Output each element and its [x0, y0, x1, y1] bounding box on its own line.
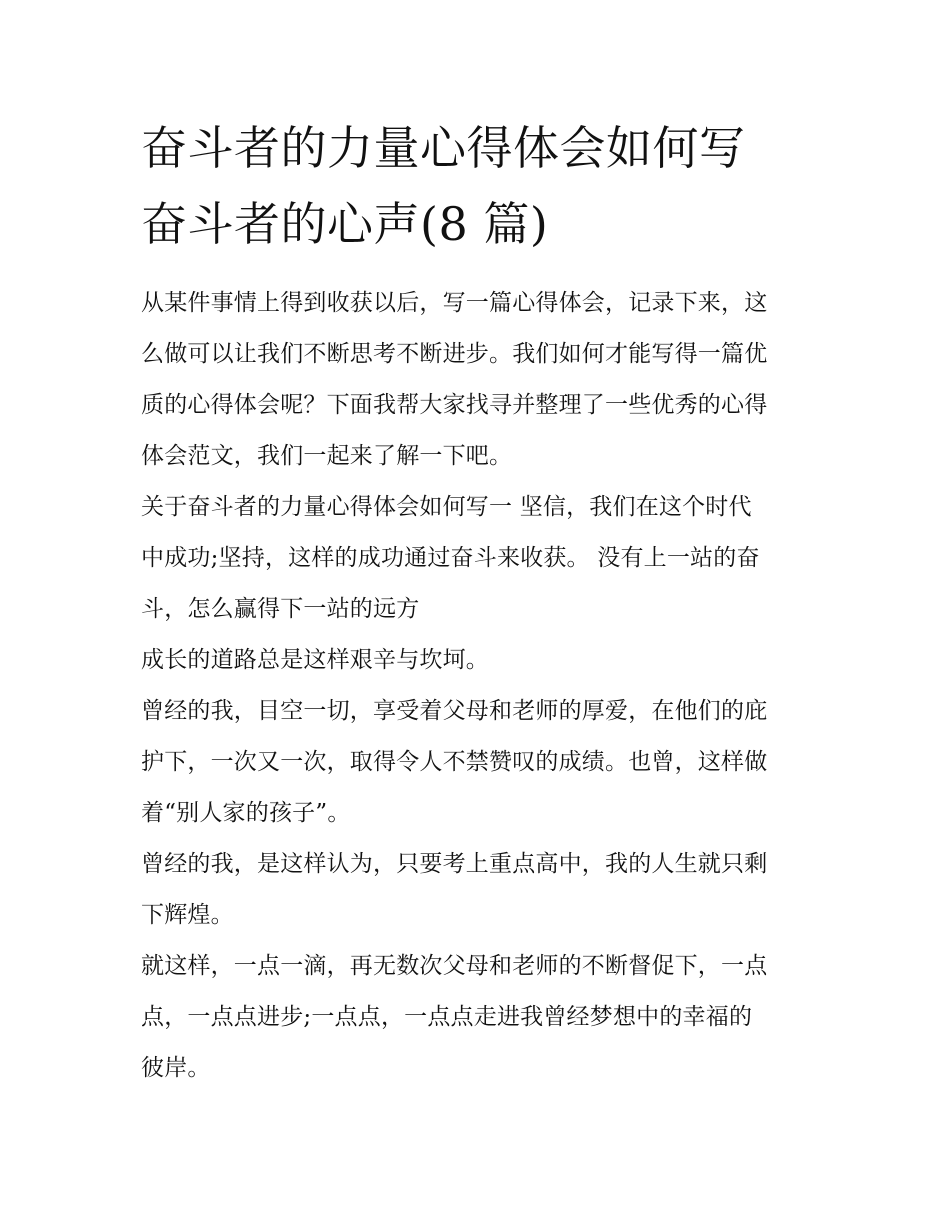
paragraph-line: 曾经的我，目空一切，享受着父母和老师的厚爱，在他们的庇 — [141, 698, 768, 724]
document-title — [141, 110, 811, 262]
paragraph-line: 护下，一次又一次，取得令人不禁赞叹的成绩。也曾，这样做 — [141, 749, 768, 775]
paragraph-line: 质的心得体会呢？下面我帮大家找寻并整理了一些优秀的心得 — [141, 392, 768, 418]
paragraph-intro — [141, 278, 811, 482]
paragraph-essay-opening — [141, 482, 811, 635]
title-line: 奋斗者的心声(8 篇) — [141, 197, 549, 251]
title-line: 奋斗者的力量心得体会如何写 — [141, 121, 746, 175]
paragraph-past-self — [141, 686, 811, 839]
paragraph-line: 中成功;坚持，这样的成功通过奋斗来收获。 没有上一站的奋 — [141, 545, 760, 571]
paragraph-line: 么做可以让我们不断思考不断进步。我们如何才能写得一篇优 — [141, 341, 768, 367]
paragraph-line: 彼岸。 — [141, 1055, 211, 1081]
paragraph-growth — [141, 635, 811, 686]
paragraph-line: 从某件事情上得到收获以后，写一篇心得体会，记录下来，这 — [141, 290, 768, 316]
paragraph-line: 着“别人家的孩子”。 — [141, 800, 351, 826]
paragraph-line: 关于奋斗者的力量心得体会如何写一 坚信，我们在这个时代 — [141, 494, 752, 520]
paragraph-line: 下辉煌。 — [141, 902, 234, 928]
paragraph-line: 斗，怎么赢得下一站的远方 — [141, 596, 420, 622]
paragraph-line: 就这样，一点一滴，再无数次父母和老师的不断督促下，一点 — [141, 953, 768, 979]
paragraph-line: 体会范文，我们一起来了解一下吧。 — [141, 443, 513, 469]
document-body — [141, 110, 811, 1094]
paragraph-line: 点，一点点进步;一点点，一点点走进我曾经梦想中的幸福的 — [141, 1004, 753, 1030]
paragraph-progress — [141, 941, 811, 1094]
paragraph-belief — [141, 839, 811, 941]
paragraph-line: 曾经的我，是这样认为，只要考上重点高中，我的人生就只剩 — [141, 851, 768, 877]
paragraph-line: 成长的道路总是这样艰辛与坎坷。 — [141, 647, 489, 673]
